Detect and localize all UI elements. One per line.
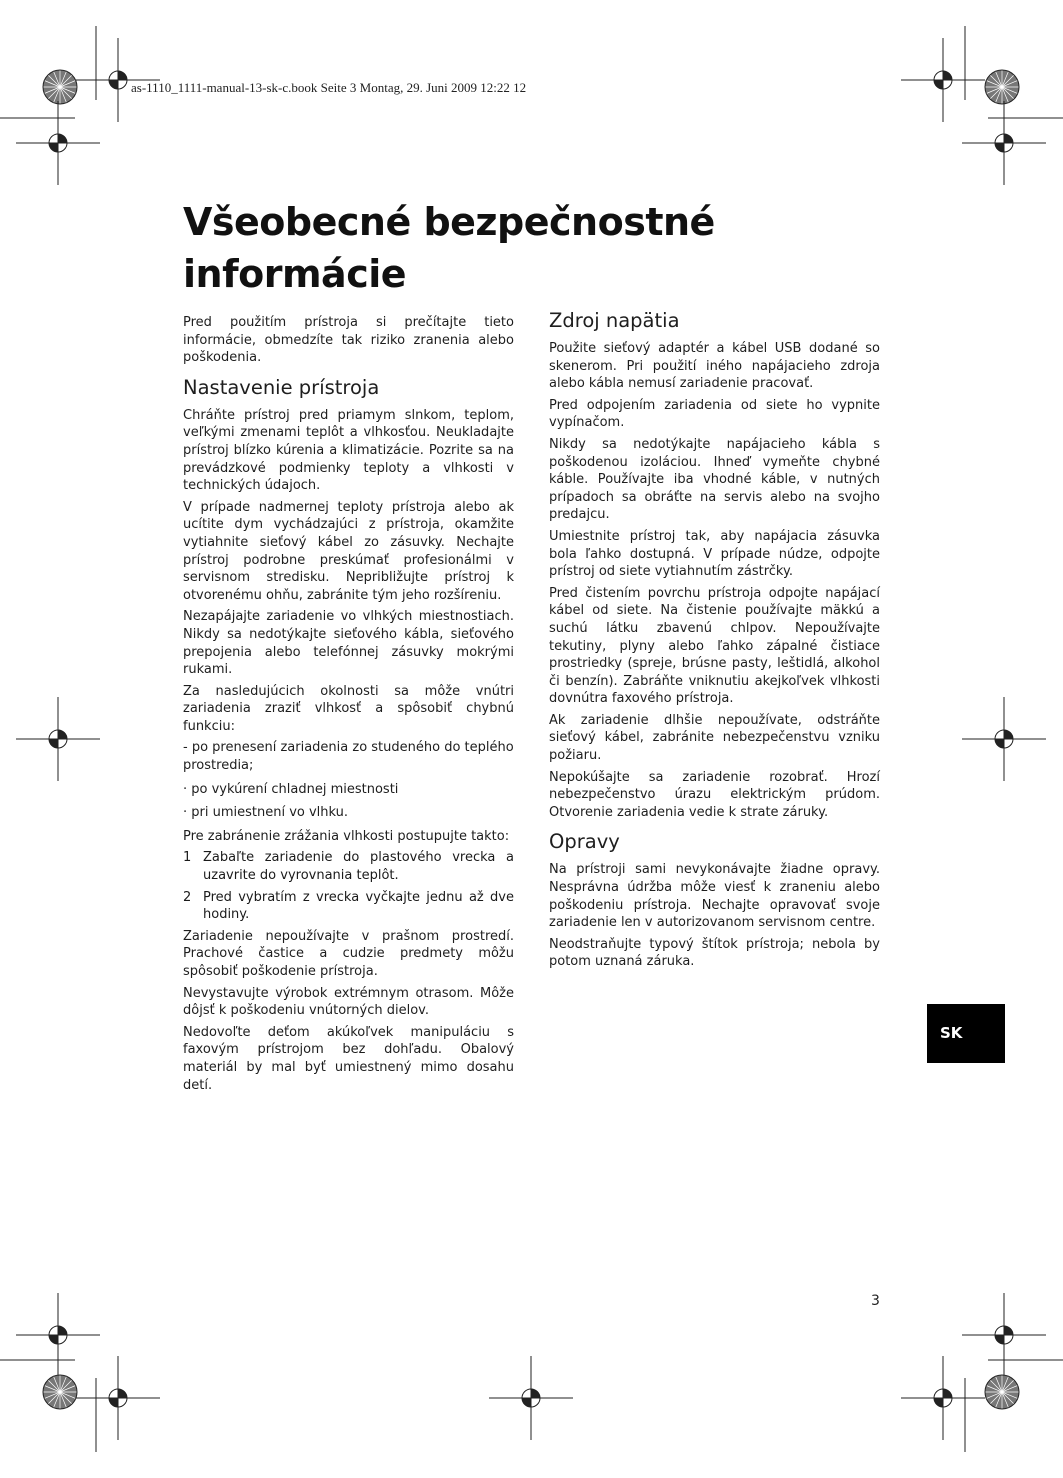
numbered-step <box>183 889 514 924</box>
step-number: 1 <box>183 850 192 866</box>
paragraph: Pre zabránenie zrážania vlhkosti postupujte takto: <box>183 828 510 844</box>
paragraph: Nedovoľte deťom akúkoľvek manipuláciu s faxovým prístrojom bez dohľadu. Obalový materiál by mal byť umiestnený mimo dosahu detí. <box>183 1024 514 1093</box>
list-item: · pri umiestnení vo vlhku. <box>183 805 349 821</box>
paragraph: Na prístroji sami nevykonávajte žiadne opravy. Nesprávna údržba môže viesť k zraneniu alebo poškodeniu prístroja. Nechajte opravovať svoje zariadenie len v autorizovanom servisnom centre. <box>549 862 880 931</box>
section-heading-power-supply: Zdroj napätia <box>549 309 680 332</box>
numbered-step <box>183 849 514 884</box>
page-title-line-1: Všeobecné bezpečnostné <box>183 200 715 244</box>
intro-paragraph: Pred použitím prístroja si prečítajte tieto informácie, obmedzíte tak riziko zranenia alebo poškodenia. <box>183 315 514 366</box>
paragraph: V prípade nadmernej teploty prístroja alebo ak ucítite dym vychádzajúci z prístroja, okamžite vytiahnite sieťový kábel zo zásuvky. Nechajte prístroj podrobne preskúmať profesionálmi v servisnom stredisku. Nepribližujte prístroj k otvorenému ohňu, zabránite tým jeho rozšíreniu. <box>183 499 514 603</box>
paragraph: Nikdy sa nedotýkajte napájacieho kábla s poškodenou izoláciou. Ihneď vymeňte chybné káble. Používajte iba vhodné káble, v nutných prípadoch sa obráťte na servis alebo na svojho predajcu. <box>549 436 880 523</box>
paragraph: Ak zariadenie dlhšie nepoužívate, odstráňte sieťový kábel, zabránite nebezpečenstvu vzniku požiaru. <box>549 712 880 764</box>
right-column <box>549 308 880 975</box>
page-number: 3 <box>871 1293 880 1309</box>
book-file-header: as-1110_1111-manual-13-sk-c.book Seite 3 Montag, 29. Juni 2009 12:22 12 <box>131 80 527 95</box>
page-title <box>183 196 803 300</box>
language-tab: SK <box>927 1004 1005 1063</box>
step-number: 2 <box>183 889 192 905</box>
paragraph: Použite sieťový adaptér a kábel USB dodané so skenerom. Pri použití iného napájacieho zdroja alebo kábla nemusí zariadenie pracovať. <box>549 341 880 392</box>
paragraph: Neodstraňujte typový štítok prístroja; nebola by potom uznaná záruka. <box>549 936 880 970</box>
paragraph: Za nasledujúcich okolnosti sa môže vnútri zariadenia zraziť vlhkosť a spôsobiť chybnú funkciu: <box>183 683 514 734</box>
list-item: · po vykúrení chladnej miestnosti <box>183 781 399 797</box>
section-heading-repairs: Opravy <box>549 830 620 854</box>
step-text: Pred vybratím z vrecka vyčkajte jednu až dve hodiny. <box>203 889 514 923</box>
page-title-line-2: informácie <box>183 252 407 296</box>
paragraph: Chráňte prístroj pred priamym slnkom, teplom, veľkými zmenami teplôt a vlhkosťou. Neukladajte prístroj blízko kúrenia a klimatizácie. Pozrite sa na prevádzkové podmienky teploty a vlhkosti v technických údajoch. <box>183 407 514 494</box>
left-column <box>183 314 514 1098</box>
paragraph: Umiestnite prístroj tak, aby napájacia zásuvka bola ľahko dostupná. V prípade núdze, odpojte prístroj od siete vytiahnutím zástrčky. <box>549 528 880 580</box>
step-text: Zabaľte zariadenie do plastového vrecka a uzavrite do vyrovnania teplôt. <box>203 850 514 884</box>
paragraph: Nepokúšajte sa zariadenie rozobrať. Hrozí nebezpečenstvo úrazu elektrickým prúdom. Otvorenie zariadenia vedie k strate záruky. <box>549 769 880 820</box>
paragraph: Nezapájajte zariadenie vo vlhkých miestnostiach. Nikdy sa nedotýkajte sieťového kábla, sieťového prepojenia alebo telefónnej zásuvky mokrými rukami. <box>183 609 514 678</box>
paragraph: Nevystavujte výrobok extrémnym otrasom. Môže dôjsť k poškodeniu vnútorných dielov. <box>183 985 514 1019</box>
section-heading-device-setup: Nastavenie prístroja <box>183 375 380 399</box>
paragraph: Pred čistením povrchu prístroja odpojte napájací kábel od siete. Na čistenie používajte mäkkú a suchú látku zbavenú chlpov. Nepoužívajte tekutiny, plyny alebo ľahko zápalné čistiace prostriedky (spreje, brúsne pasty, leštidlá, alkohol či benzín). Zabráňte vniknutiu akejkoľvek vlhkosti dovnútra faxového prístroja. <box>549 585 880 707</box>
paragraph: Pred odpojením zariadenia od siete ho vypnite vypínačom. <box>549 397 880 431</box>
list-item: - po prenesení zariadenia zo studeného do teplého prostredia; <box>183 740 514 774</box>
paragraph: Zariadenie nepoužívajte v prašnom prostredí. Prachové častice a cudzie predmety môžu spôsobiť poškodenie prístroja. <box>183 928 514 979</box>
